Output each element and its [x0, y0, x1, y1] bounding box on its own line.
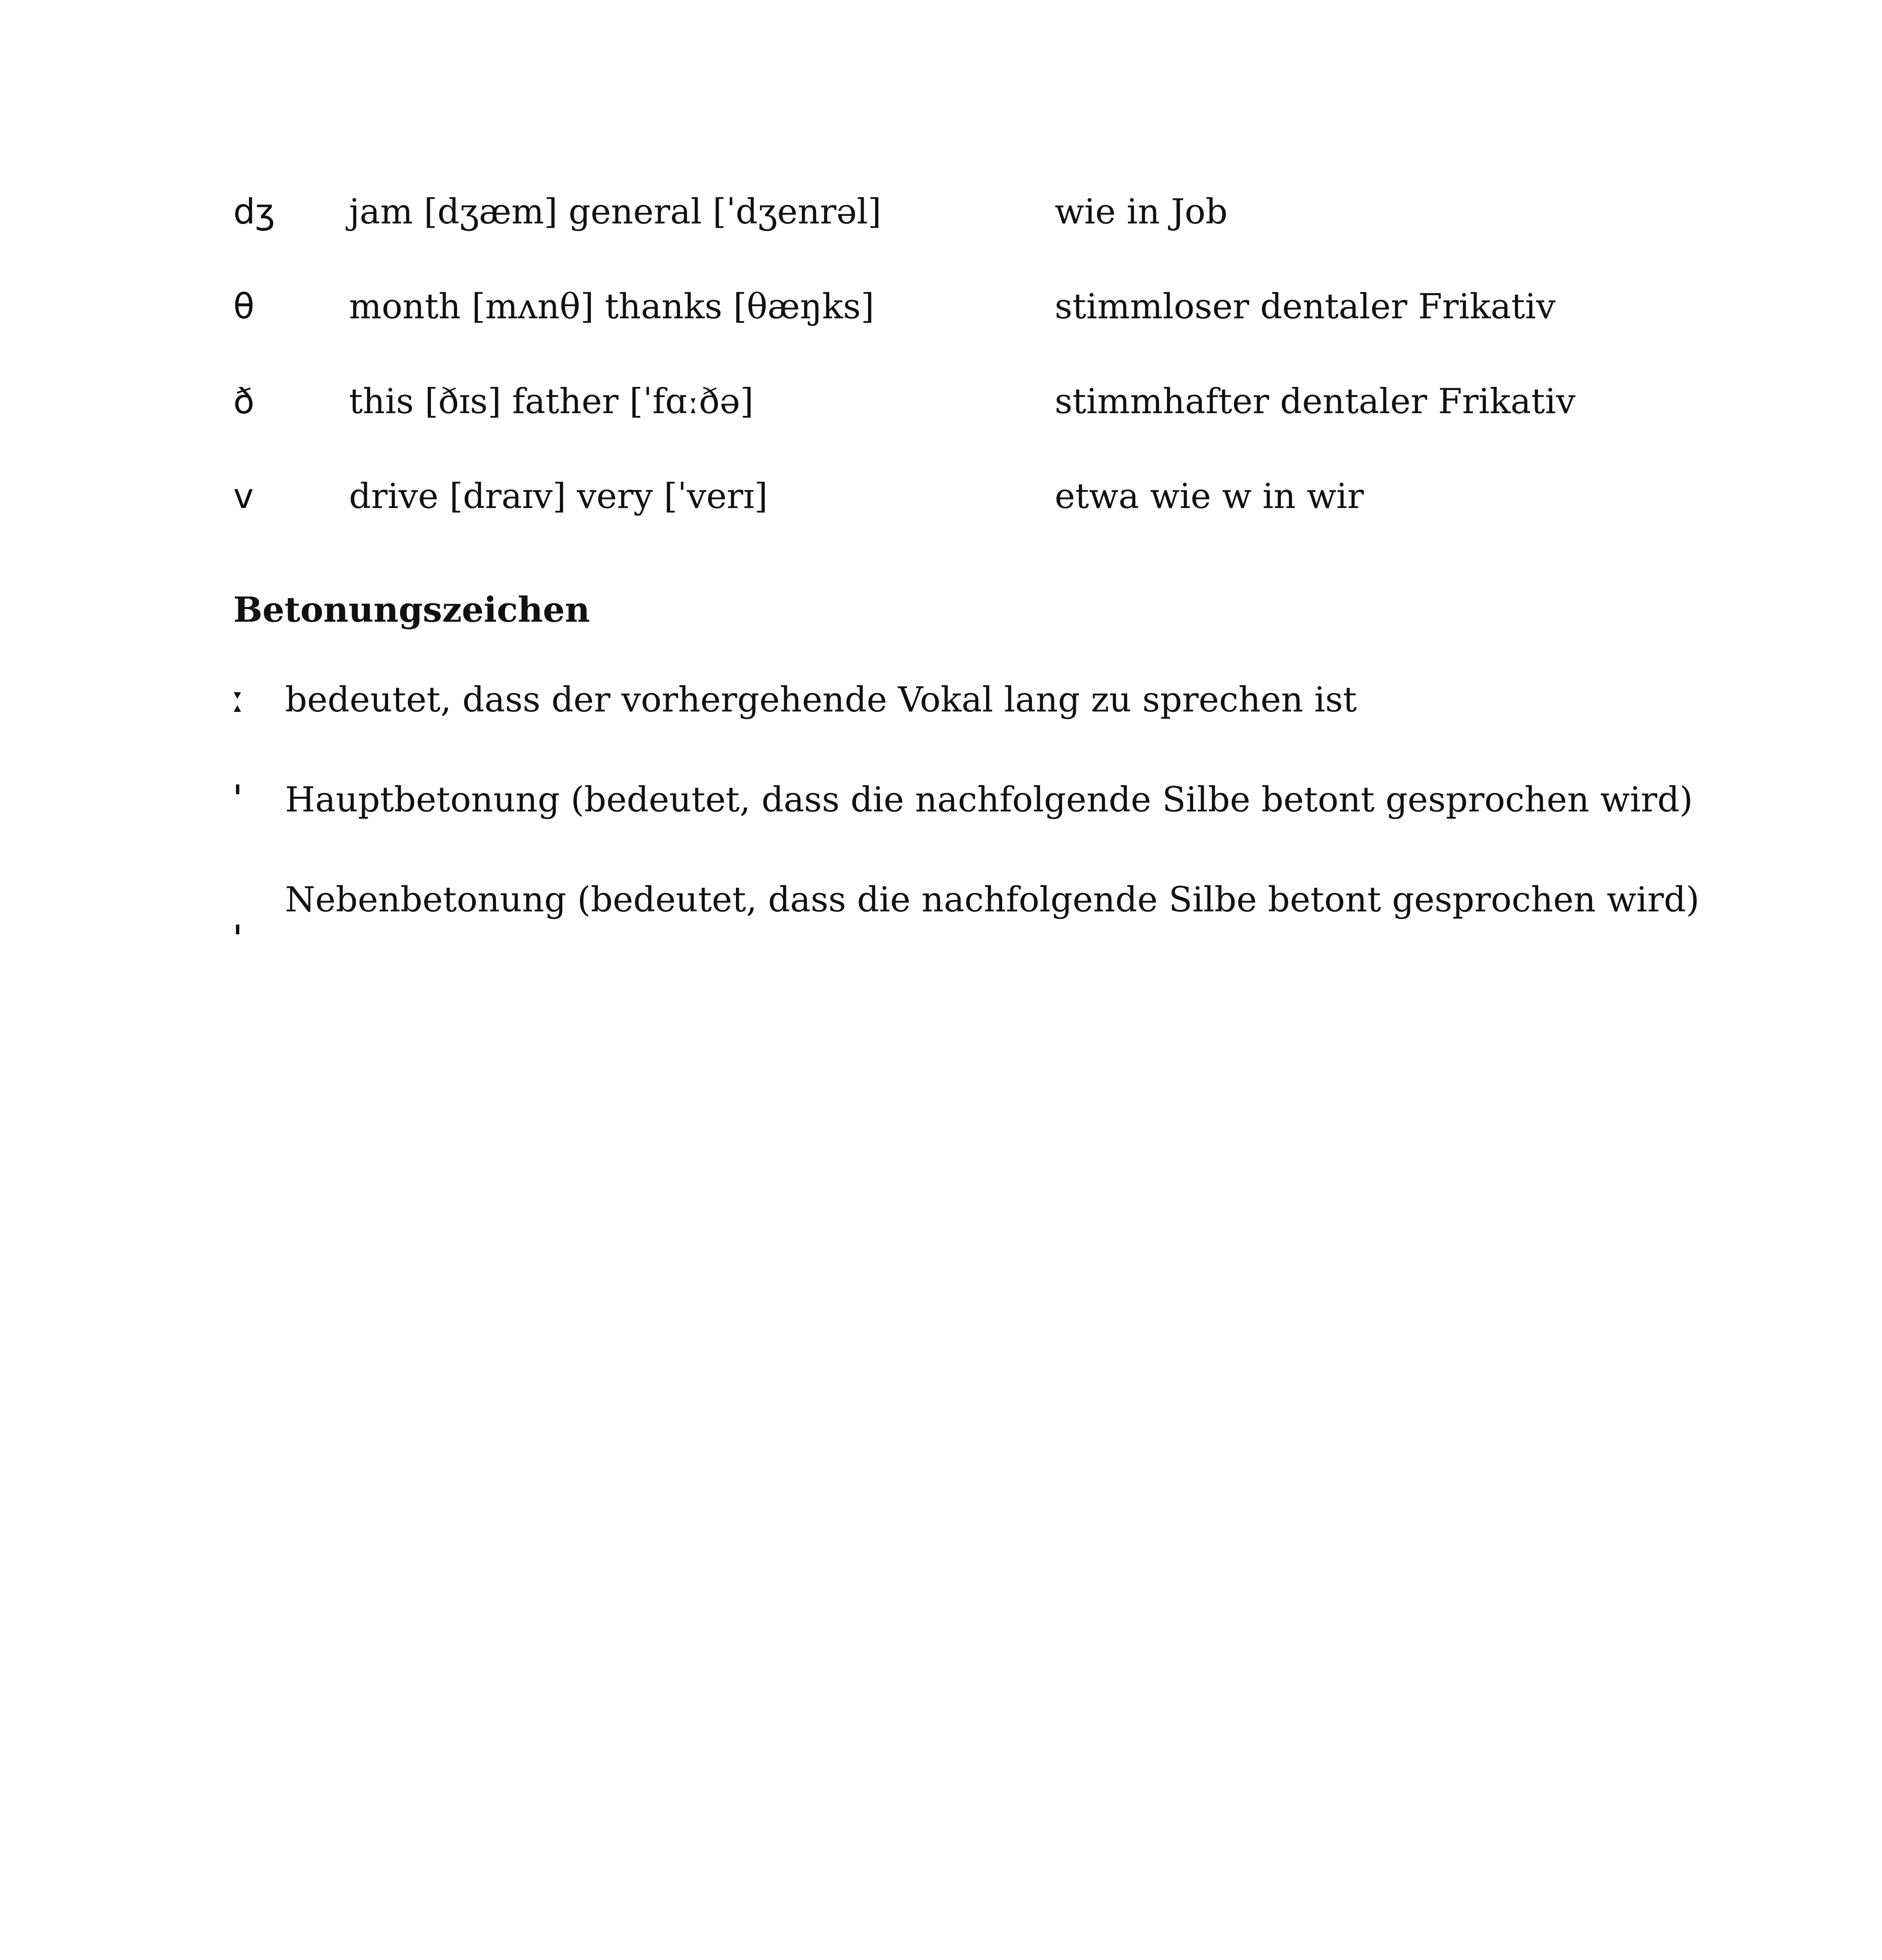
length-mark: ː: [232, 679, 244, 720]
phonetic-symbol: dʒ: [233, 191, 275, 232]
section-heading: Betonungszeichen: [233, 589, 590, 630]
stress-item-text: Hauptbetonung (bedeutet, dass die nachfolgende Silbe betont gesprochen wird): [285, 779, 1693, 820]
phonetic-row: [0, 188, 1882, 235]
phonetic-symbol: θ: [233, 286, 254, 327]
stress-item: [0, 676, 1882, 731]
phonetic-description: stimmloser dentaler Frikativ: [1055, 286, 1556, 327]
phonetic-row: [0, 283, 1882, 330]
phonetic-symbol: ð: [233, 381, 254, 421]
phonetic-example: jam [dʒæm] general [ˈdʒenrəl]: [349, 191, 881, 232]
stress-item-text: Nebenbetonung (bedeutet, dass die nachfolgende Silbe betont gesprochen wird): [285, 879, 1700, 920]
phonetic-description: etwa wie w in wir: [1055, 476, 1364, 516]
phonetic-symbol: v: [233, 476, 254, 516]
primary-stress-mark: ˈ: [232, 779, 243, 820]
stress-item: [0, 876, 1882, 940]
phonetic-example: this [ðɪs] father [ˈfɑːðə]: [349, 381, 754, 421]
stress-item-text: bedeutet, dass der vorhergehende Vokal lang zu sprechen ist: [285, 679, 1357, 720]
secondary-stress-mark: ˌ: [232, 898, 243, 940]
stress-item: [0, 776, 1882, 831]
phonetic-row: [0, 473, 1882, 520]
phonetic-description: wie in Job: [1055, 191, 1228, 232]
phonetic-row: [0, 378, 1882, 425]
phonetic-example: drive [draɪv] very [ˈverɪ]: [349, 476, 768, 516]
phonetic-description: stimmhafter dentaler Frikativ: [1055, 381, 1576, 421]
phonetic-example: month [mʌnθ] thanks [θæŋks]: [349, 286, 874, 327]
